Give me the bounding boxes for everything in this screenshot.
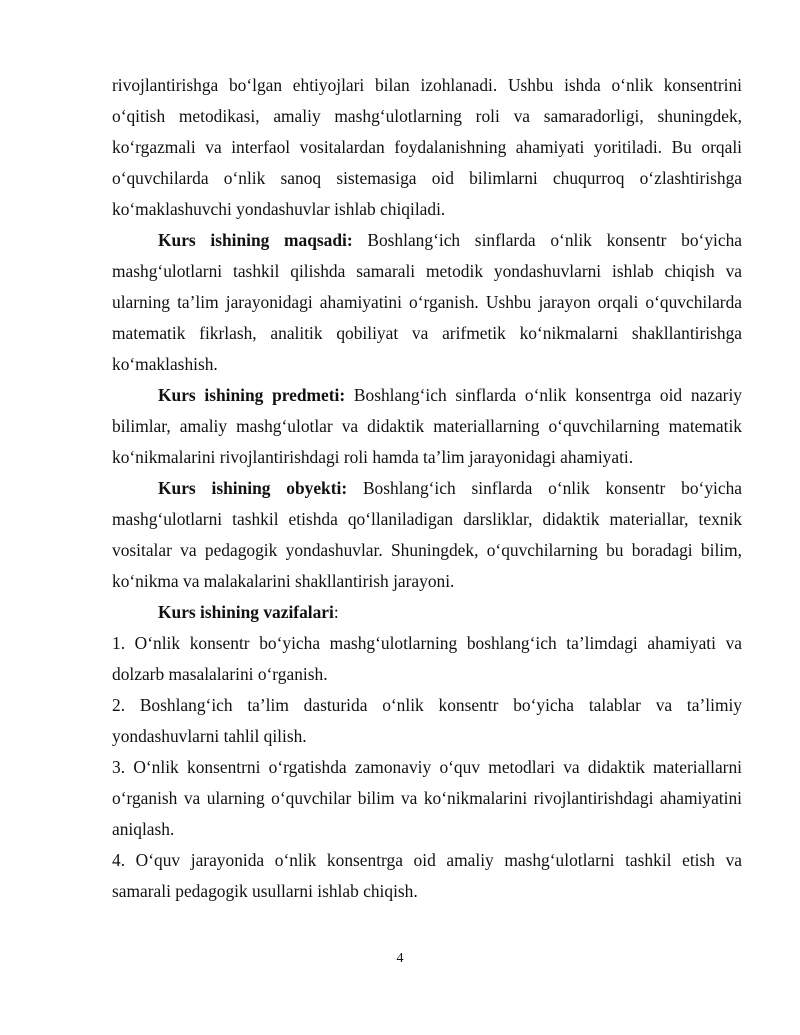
tasks-label: Kurs ishining vazifalari: [158, 602, 334, 622]
subject-label: Kurs ishining predmeti:: [158, 385, 346, 405]
tasks-colon: :: [333, 602, 339, 622]
page-number: 4: [396, 951, 404, 966]
task-item-1: 1. O‘nlik konsentr bo‘yicha mashg‘ulotlarning boshlang‘ich ta’limdagi ahamiyati va dolzarb masalalarini o‘rganish.: [112, 633, 742, 684]
intro-paragraph: rivojlantirishga bo‘lgan ehtiyojlari bilan izohlanadi. Ushbu ishda o‘nlik konsentrini o‘qitish metodikasi, amaliy mashg‘ulotlarning roli va samaradorligi, shuningdek, ko‘rgazmali va interfaol vositalardan foydalanishning ahamiyati yoritiladi. Bu orqali o‘quvchilarda o‘nlik sanoq sistemasiga oid bilimlarni chuqurroq o‘zlashtirishga ko‘maklashuvchi yondashuvlar ishlab chiqiladi.: [112, 75, 742, 219]
document-body: [112, 70, 742, 907]
task-item-4: 4. O‘quv jarayonida o‘nlik konsentrga oid amaliy mashg‘ulotlarni tashkil etish va samarali pedagogik usullarni ishlab chiqish.: [112, 850, 742, 901]
task-item-2: 2. Boshlang‘ich ta’lim dasturida o‘nlik konsentr bo‘yicha talablar va ta’limiy yondashuvlarni tahlil qilish.: [112, 695, 742, 746]
task-item-3: 3. O‘nlik konsentrni o‘rgatishda zamonaviy o‘quv metodlari va didaktik materiallarni o‘rganish va ularning o‘quvchilar bilim va ko‘nikmalarini rivojlantirishdagi ahamiyatini aniqlash.: [112, 757, 742, 839]
goal-text: Boshlang‘ich sinflarda o‘nlik konsentr bo‘yicha mashg‘ulotlarni tashkil qilishda samarali metodik yondashuvlarni ishlab chiqish va ularning ta’lim jarayonidagi ahamiyatini o‘rganish. Ushbu jarayon orqali o‘quvchilarda matematik fikrlash, analitik qobiliyat va arifmetik ko‘nikmalarni shakllantirishga ko‘maklashish.: [112, 230, 743, 374]
object-paragraph: [112, 473, 742, 597]
goal-paragraph: [112, 225, 742, 380]
subject-paragraph: [112, 380, 742, 473]
goal-label: Kurs ishining maqsadi:: [158, 230, 353, 250]
object-label: Kurs ishining obyekti:: [158, 478, 348, 498]
object-text: Boshlang‘ich sinflarda o‘nlik konsentr bo‘yicha mashg‘ulotlarni tashkil etishda qo‘llaniladigan darsliklar, didaktik materiallar, texnik vositalar va pedagogik yondashuvlar. Shuningdek, o‘quvchilarning bu boradagi bilim, ko‘nikma va malakalarini shakllantirish jarayoni.: [112, 478, 742, 591]
subject-text: Boshlang‘ich sinflarda o‘nlik konsentrga oid nazariy bilimlar, amaliy mashg‘ulotlar va didaktik materiallarning o‘quvchilarning matematik ko‘nikmalarini rivojlantirishdagi roli hamda ta’lim jarayonidagi ahamiyati.: [112, 385, 742, 467]
tasks-heading: [112, 597, 742, 628]
